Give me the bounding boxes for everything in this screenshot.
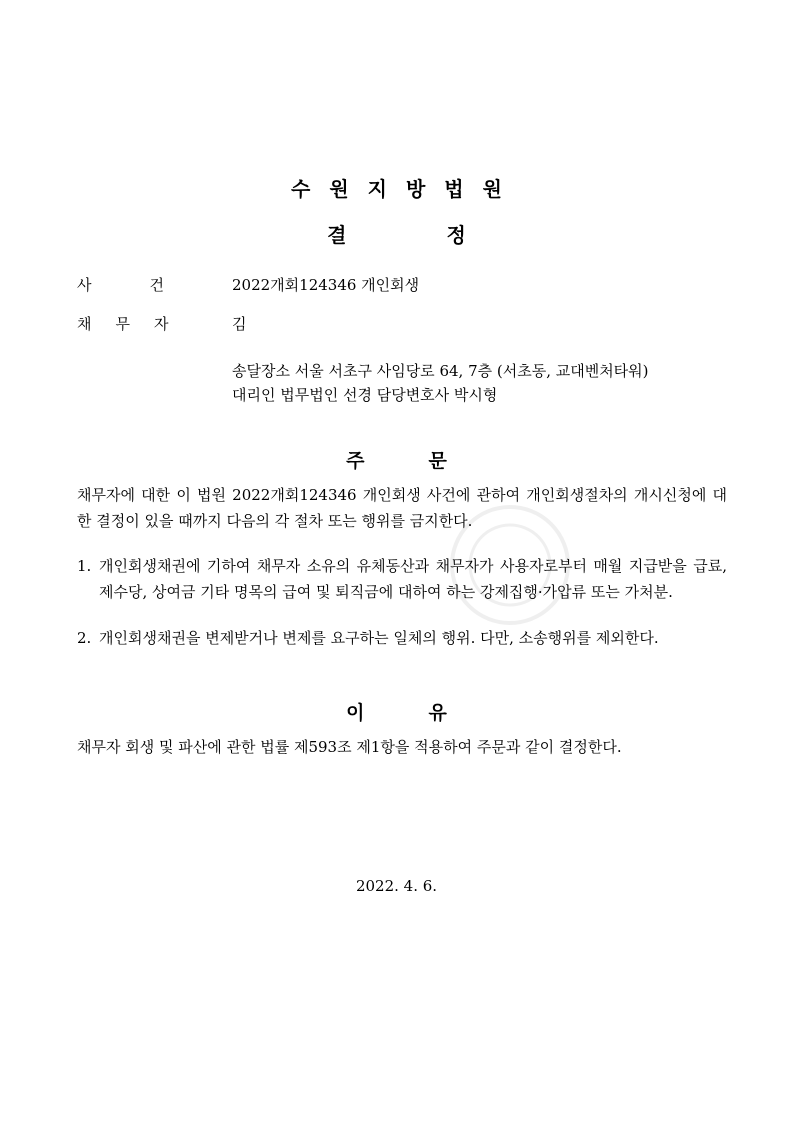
debtor-value: 김 [232,315,247,333]
document-type: 결정 [327,223,566,247]
decision-date: 2022. 4. 6. [355,877,438,895]
case-label: 사건 [77,276,222,294]
order-title: 주문 [346,450,511,472]
debtor-label: 채무자 [77,315,193,333]
court-name: 수원지방법원 [291,177,521,201]
order-item [77,625,727,651]
order-item [77,553,727,605]
order-item-number: 1. [77,557,92,575]
reason-title: 이유 [346,702,511,724]
reason-text: 채무자 회생 및 파산에 관한 법률 제593조 제1항을 적용하여 주문과 같이 결정한다. [77,738,622,756]
order-intro: 채무자에 대한 이 법원 2022개회124346 개인회생 사건에 관하여 개인회생절차의 개시신청에 대한 결정이 있을 때까지 다음의 각 절차 또는 행위를 금지한다. [77,486,727,530]
order-item-number: 2. [77,629,92,647]
service-address: 송달장소 서울 서초구 사임당로 64, 7층 (서초동, 교대벤처타워) [232,362,649,380]
legal-agent: 대리인 법무법인 선경 담당변호사 박시형 [232,386,498,404]
order-item-text: 개인회생채권을 변제받거나 변제를 요구하는 일체의 행위. 다만, 소송행위를 제외한다. [99,629,659,647]
case-value: 2022개회124346 개인회생 [232,276,420,294]
order-item-text: 개인회생채권에 기하여 채무자 소유의 유체동산과 채무자가 사용자로부터 매월 지급받을 급료, 제수당, 상여금 기타 명목의 급여 및 퇴직금에 대하여 하는 강제집행·가압류 또는 가처분. [99,557,727,601]
